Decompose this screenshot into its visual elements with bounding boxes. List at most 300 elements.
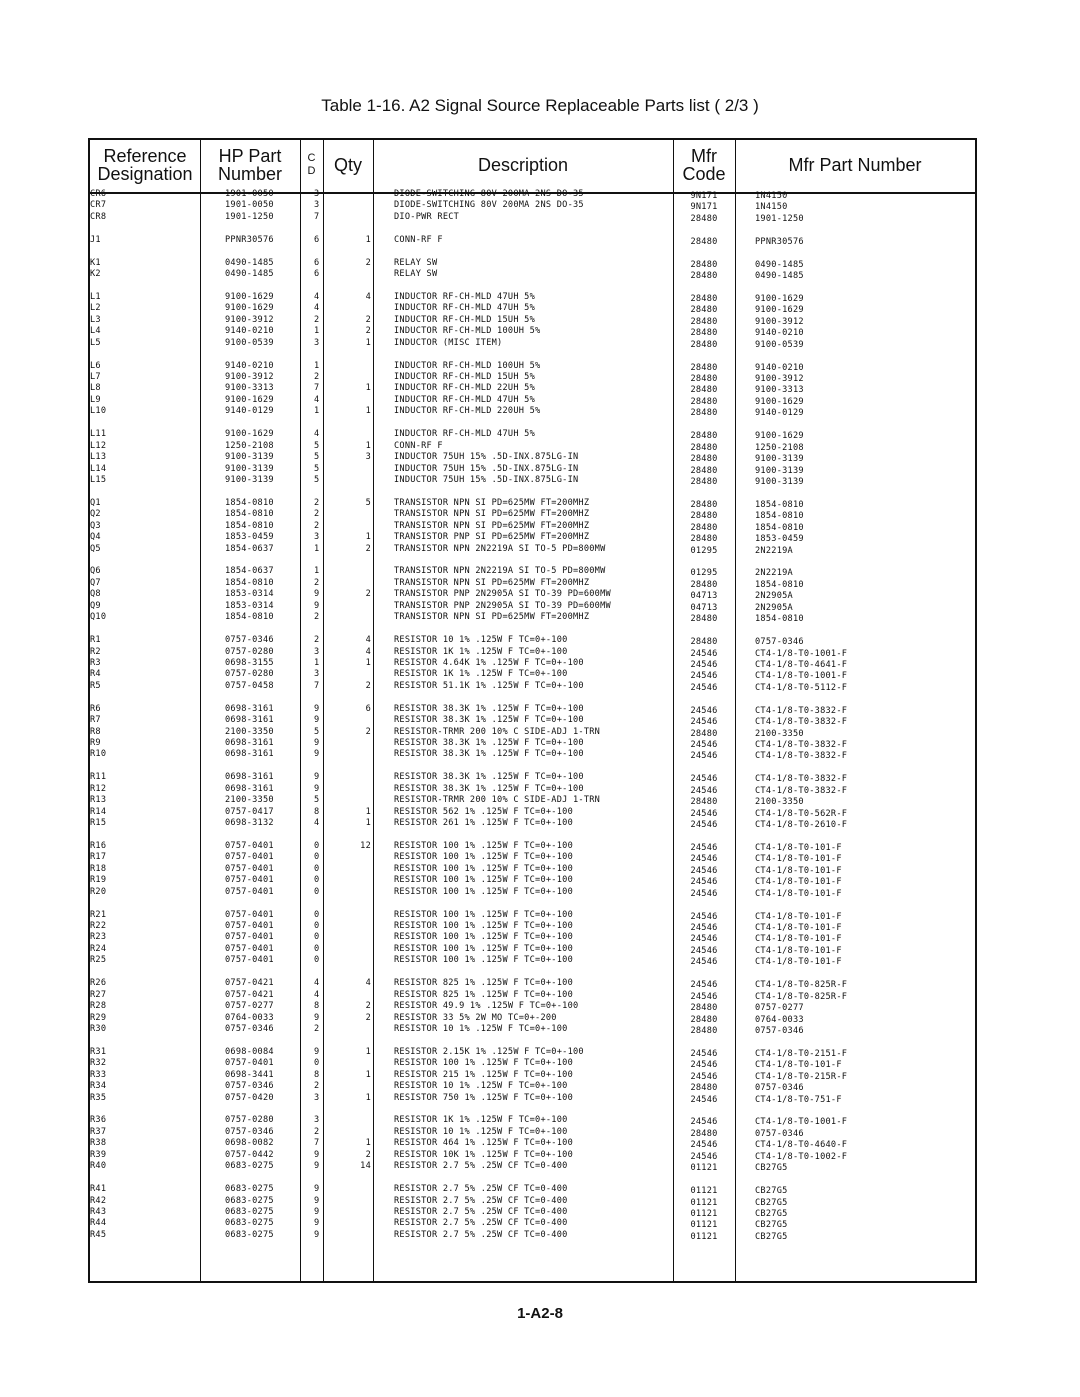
cell-hp-part: 2100-3350 <box>225 795 274 806</box>
group-spacer <box>323 1241 371 1252</box>
cell-qty <box>323 395 371 406</box>
cell-mfr-part: 9100-3912 <box>755 316 804 327</box>
cell-cd: 0 <box>314 852 320 863</box>
cell-description: INDUCTOR RF-CH-MLD 47UH 5% <box>394 291 536 302</box>
cell-mfr-part: CT4-1/8-T0-101-F <box>755 877 842 888</box>
cell-hp-part: 9100-1629 <box>225 303 274 314</box>
group-spacer <box>90 624 198 635</box>
cell-mfr-code: 24546 <box>690 911 718 922</box>
group-spacer <box>314 281 323 292</box>
group-spacer <box>755 763 975 774</box>
cell-mfr-code: 01121 <box>690 1231 718 1242</box>
cell-ref: R5 <box>90 680 101 691</box>
group-spacer <box>225 692 300 703</box>
cell-mfr-part: CT4-1/8-T0-1001-F <box>755 1117 848 1128</box>
cell-qty: 2 <box>365 589 371 600</box>
cell-mfr-code: 9N171 <box>690 191 718 201</box>
group-spacer <box>673 557 735 568</box>
cell-hp-part: 0757-0346 <box>225 1081 274 1092</box>
cell-cd: 4 <box>314 429 320 440</box>
cell-description: TRANSISTOR NPN SI PD=625MW FT=200MHZ <box>394 520 590 531</box>
cell-description: RELAY SW <box>394 257 438 268</box>
group-spacer <box>394 349 673 360</box>
cell-hp-part: 1901-0050 <box>225 200 274 211</box>
cell-cd: 2 <box>314 497 320 508</box>
cell-mfr-part: 9100-3313 <box>755 385 804 396</box>
cell-hp-part: 0698-3441 <box>225 1069 274 1080</box>
group-spacer <box>755 420 975 431</box>
cell-hp-part: 0757-0401 <box>225 921 274 931</box>
group-spacer <box>323 223 371 234</box>
cell-ref: R6 <box>90 703 101 714</box>
cell-ref: R41 <box>90 1184 107 1195</box>
cell-qty <box>323 715 371 726</box>
cell-description: RESISTOR-TRMR 200 10% C SIDE-ADJ 1-TRN <box>394 726 601 737</box>
cell-cd: 2 <box>314 612 320 623</box>
cell-hp-part: 0757-0401 <box>225 875 274 886</box>
cell-mfr-code: 28480 <box>690 728 718 739</box>
group-spacer <box>755 832 975 843</box>
cell-ref: R17 <box>90 852 107 863</box>
cell-hp-part: 0698-3161 <box>225 783 274 794</box>
cell-qty <box>323 566 371 577</box>
cell-mfr-code: 24546 <box>690 945 718 956</box>
cell-description: RESISTOR 10 1% .125W F TC=0+-100 <box>394 1126 568 1137</box>
group-spacer <box>755 626 975 637</box>
cell-mfr-code: 01121 <box>690 1208 718 1219</box>
header-ref-line2: Designation <box>97 164 193 184</box>
cell-mfr-code: 24546 <box>690 648 718 659</box>
cell-cd: 2 <box>314 1023 320 1034</box>
cell-mfr-code: 24546 <box>690 740 718 750</box>
cell-hp-part: 0757-0401 <box>225 932 274 943</box>
group-spacer <box>673 1175 735 1186</box>
cell-description: RESISTOR 100 1% .125W F TC=0+-100 <box>394 1058 573 1069</box>
cell-mfr-part: CT4-1/8-T0-101-F <box>755 1060 842 1071</box>
cell-description: TRANSISTOR PNP 2N2905A SI TO-39 PD=600MW <box>394 600 611 611</box>
cell-hp-part: 0698-3161 <box>225 715 274 726</box>
group-spacer <box>225 1173 300 1184</box>
cell-description: INDUCTOR RF-CH-MLD 15UH 5% <box>394 372 536 382</box>
cell-description: RESISTOR 100 1% .125W F TC=0+-100 <box>394 955 573 966</box>
group-spacer <box>755 1243 975 1254</box>
cell-qty: 2 <box>365 1149 371 1160</box>
cell-qty <box>323 303 371 314</box>
cell-ref: Q1 <box>90 497 101 508</box>
cell-mfr-part: CT4-1/8-T0-3832-F <box>755 717 848 728</box>
cell-description: RESISTOR 100 1% .125W F TC=0+-100 <box>394 863 573 874</box>
cell-description: RESISTOR 562 1% .125W F TC=0+-100 <box>394 806 573 817</box>
cell-mfr-part: 1854-0810 <box>755 499 804 510</box>
cell-mfr-part: CT4-1/8-T0-3832-F <box>755 774 848 785</box>
cell-qty: 14 <box>360 1161 371 1172</box>
group-spacer <box>394 246 673 257</box>
cell-description: INDUCTOR RF-CH-MLD 47UH 5% <box>394 429 536 440</box>
cell-hp-part: 0698-3161 <box>225 703 274 714</box>
cell-mfr-code: 28480 <box>690 442 718 453</box>
cell-cd: 9 <box>314 715 320 726</box>
group-spacer <box>673 351 735 362</box>
cell-mfr-part: CB27G5 <box>755 1220 788 1231</box>
group-spacer <box>225 246 300 257</box>
cell-cd: 8 <box>314 1069 320 1080</box>
cell-qty: 2 <box>365 726 371 737</box>
cell-mfr-part: CT4-1/8-T0-101-F <box>755 865 842 876</box>
cell-mfr-code: 28480 <box>690 316 718 327</box>
cell-ref: R13 <box>90 795 107 806</box>
column-divider <box>735 140 736 1281</box>
group-spacer <box>314 418 323 429</box>
cell-ref: R25 <box>90 955 107 966</box>
cell-qty <box>323 772 371 783</box>
cell-ref: Q6 <box>90 566 101 577</box>
cell-mfr-code: 28480 <box>690 236 718 247</box>
header-mfr-line1: Mfr <box>691 146 717 166</box>
cell-description: RESISTOR 100 1% .125W F TC=0+-100 <box>394 852 573 863</box>
group-spacer <box>314 223 323 234</box>
cell-mfr-part: 0764-0033 <box>755 1014 804 1025</box>
cell-qty: 1 <box>365 406 371 417</box>
cell-mfr-code: 24546 <box>690 705 718 716</box>
cell-qty <box>323 509 371 520</box>
cell-hp-part: 0698-0084 <box>225 1046 274 1057</box>
cell-hp-part: 0757-0280 <box>225 1115 274 1126</box>
cell-mfr-code: 24546 <box>690 659 718 670</box>
cell-mfr-part: CB27G5 <box>755 1197 788 1208</box>
cell-mfr-code: 24546 <box>690 934 718 945</box>
cell-ref: R24 <box>90 943 107 954</box>
cell-hp-part: 0757-0420 <box>225 1092 274 1103</box>
group-spacer <box>394 830 673 841</box>
cell-qty <box>323 784 371 795</box>
cell-ref: L1 <box>90 291 101 302</box>
group-spacer <box>90 1241 198 1252</box>
cell-mfr-part: CT4-1/8-T0-101-F <box>755 923 842 933</box>
cell-mfr-code: 24546 <box>690 1117 718 1128</box>
cell-cd: 5 <box>314 440 320 451</box>
group-spacer <box>673 626 735 637</box>
cell-hp-part: 1854-0637 <box>225 543 274 554</box>
group-spacer <box>323 967 371 978</box>
cell-ref: R20 <box>90 886 107 897</box>
cell-cd: 9 <box>314 600 320 611</box>
cell-mfr-part: CB27G5 <box>755 1163 788 1174</box>
group-spacer <box>323 246 371 257</box>
cell-ref: R23 <box>90 932 107 943</box>
cell-cd: 6 <box>314 257 320 268</box>
cell-ref: K2 <box>90 269 101 280</box>
cell-description: RESISTOR 100 1% .125W F TC=0+-100 <box>394 909 573 920</box>
cell-mfr-code: 28480 <box>690 362 718 373</box>
cell-ref: R34 <box>90 1081 107 1092</box>
group-spacer <box>225 281 300 292</box>
cell-qty: 2 <box>365 257 371 268</box>
cell-hp-part: 0757-0401 <box>225 955 274 966</box>
cell-description: TRANSISTOR NPN 2N2219A SI TO-5 PD=800MW <box>394 566 606 577</box>
cell-mfr-part: 9100-3139 <box>755 454 804 465</box>
cell-cd: 5 <box>314 463 320 474</box>
group-spacer <box>90 246 198 257</box>
header-reference-designation <box>90 140 200 190</box>
cell-description: RESISTOR 38.3K 1% .125W F TC=0+-100 <box>394 715 584 726</box>
cell-cd: 0 <box>314 886 320 897</box>
cell-mfr-code: 24546 <box>690 682 718 693</box>
cell-cd: 6 <box>314 234 320 245</box>
cell-cd: 2 <box>314 372 320 382</box>
cell-cd: 3 <box>314 532 320 543</box>
cell-qty: 3 <box>365 452 371 463</box>
cell-hp-part: 9100-1629 <box>225 394 274 405</box>
column-reference <box>90 189 198 1253</box>
group-spacer <box>225 223 300 234</box>
cell-qty <box>323 1058 371 1069</box>
cell-mfr-code: 28480 <box>690 534 718 545</box>
cell-mfr-code: 24546 <box>690 774 718 785</box>
cell-cd: 9 <box>314 1195 320 1206</box>
cell-qty: 1 <box>365 818 371 829</box>
cell-qty: 2 <box>365 1012 371 1023</box>
cell-hp-part: 0757-0277 <box>225 1001 274 1012</box>
cell-qty: 5 <box>365 497 371 508</box>
group-spacer <box>314 486 323 497</box>
cell-ref: R29 <box>90 1012 107 1023</box>
group-spacer <box>314 967 323 978</box>
cell-cd: 0 <box>314 921 320 931</box>
group-spacer <box>314 898 323 909</box>
cell-mfr-part: CT4-1/8-T0-4640-F <box>755 1140 848 1151</box>
cell-hp-part: 2100-3350 <box>225 726 274 737</box>
cell-hp-part: 1901-1250 <box>225 211 274 222</box>
group-spacer <box>323 624 371 635</box>
cell-hp-part: 0757-0401 <box>225 863 274 874</box>
cell-qty <box>323 1127 371 1138</box>
cell-cd: 8 <box>314 806 320 817</box>
header-mfr-code <box>673 140 735 190</box>
cell-mfr-code: 28480 <box>690 396 718 407</box>
cell-hp-part: 0698-0082 <box>225 1138 274 1149</box>
cell-mfr-code: 24546 <box>690 1151 718 1162</box>
cell-mfr-part: 9100-3912 <box>755 374 804 384</box>
cell-hp-part: 9100-3313 <box>225 383 274 394</box>
group-spacer <box>323 761 371 772</box>
cell-mfr-part: CT4-1/8-T0-2610-F <box>755 820 848 831</box>
cell-qty: 1 <box>365 337 371 348</box>
cell-qty: 2 <box>365 314 371 325</box>
cell-qty <box>323 1207 371 1218</box>
cell-qty <box>323 1184 371 1195</box>
cell-qty: 6 <box>365 703 371 714</box>
cell-mfr-code: 24546 <box>690 980 718 991</box>
cell-mfr-code: 24546 <box>690 888 718 899</box>
cell-ref: R10 <box>90 749 107 760</box>
group-spacer <box>755 557 975 568</box>
cell-cd: 9 <box>314 1229 320 1240</box>
cell-hp-part: 9100-3139 <box>225 463 274 474</box>
cell-cd: 5 <box>314 726 320 737</box>
group-spacer <box>673 900 735 911</box>
cell-qty <box>323 944 371 955</box>
cell-mfr-part: CT4-1/8-T0-101-F <box>755 854 842 865</box>
cell-ref: L8 <box>90 383 101 394</box>
cell-cd: 9 <box>314 1046 320 1057</box>
cell-ref: L7 <box>90 372 101 382</box>
cell-mfr-part: CT4-1/8-T0-101-F <box>755 945 842 956</box>
cell-mfr-code: 28480 <box>690 213 718 224</box>
cell-cd: 1 <box>314 406 320 417</box>
cell-description: RESISTOR 4.64K 1% .125W F TC=0+-100 <box>394 657 584 668</box>
cell-ref: Q2 <box>90 509 101 520</box>
group-spacer <box>755 351 975 362</box>
cell-qty <box>323 521 371 532</box>
cell-mfr-code: 24546 <box>690 1094 718 1105</box>
cell-mfr-part: CT4-1/8-T0-562R-F <box>755 808 848 819</box>
cell-description: RESISTOR 261 1% .125W F TC=0+-100 <box>394 818 573 829</box>
group-spacer <box>673 420 735 431</box>
cell-mfr-code: 24546 <box>690 865 718 876</box>
group-spacer <box>225 830 300 841</box>
cell-mfr-part: CT4-1/8-T0-1001-F <box>755 671 848 682</box>
cell-mfr-part: CT4-1/8-T0-2151-F <box>755 1048 848 1059</box>
cell-mfr-part: 2N2219A <box>755 568 793 579</box>
cell-qty <box>323 429 371 440</box>
cell-mfr-code: 24546 <box>690 854 718 865</box>
cell-hp-part: 1901-0050 <box>225 189 274 199</box>
cell-description: RESISTOR 100 1% .125W F TC=0+-100 <box>394 886 573 897</box>
cell-ref: L13 <box>90 452 107 463</box>
cell-ref: Q4 <box>90 532 101 543</box>
cell-hp-part: 0490-1485 <box>225 269 274 280</box>
group-spacer <box>225 624 300 635</box>
cell-ref: R28 <box>90 1001 107 1012</box>
cell-ref: R44 <box>90 1218 107 1229</box>
cell-cd: 7 <box>314 211 320 222</box>
cell-description: TRANSISTOR NPN 2N2219A SI TO-5 PD=800MW <box>394 543 606 554</box>
cell-mfr-part: 1853-0459 <box>755 534 804 545</box>
cell-ref: R36 <box>90 1115 107 1126</box>
group-spacer <box>394 1241 673 1252</box>
cell-description: RESISTOR 38.3K 1% .125W F TC=0+-100 <box>394 749 584 760</box>
cell-description: RESISTOR 33 5% 2W MO TC=0+-200 <box>394 1012 557 1023</box>
cell-ref: Q5 <box>90 543 101 554</box>
cell-mfr-code: 28480 <box>690 1128 718 1139</box>
cell-hp-part: 0757-0417 <box>225 806 274 817</box>
column-divider <box>300 140 301 1281</box>
cell-ref: R15 <box>90 818 107 829</box>
cell-mfr-part: 9140-0210 <box>755 362 804 373</box>
group-spacer <box>394 486 673 497</box>
cell-mfr-part: 9100-1629 <box>755 293 804 304</box>
cell-mfr-code: 01121 <box>690 1163 718 1174</box>
group-spacer <box>755 694 975 705</box>
cell-ref: R12 <box>90 783 107 794</box>
cell-hp-part: 0757-0346 <box>225 1126 274 1137</box>
cell-hp-part: 9140-0210 <box>225 360 274 371</box>
cell-mfr-part: 9100-1629 <box>755 305 804 316</box>
cell-qty <box>323 1196 371 1207</box>
cell-hp-part: 0757-0401 <box>225 943 274 954</box>
cell-cd: 9 <box>314 1218 320 1229</box>
cell-ref: L11 <box>90 429 107 440</box>
group-spacer <box>225 418 300 429</box>
cell-qty: 1 <box>365 383 371 394</box>
cell-description: RESISTOR 100 1% .125W F TC=0+-100 <box>394 932 573 943</box>
cell-description: TRANSISTOR PNP SI PD=625MW FT=200MHZ <box>394 532 590 543</box>
cell-mfr-code: 28480 <box>690 614 718 625</box>
cell-ref: Q7 <box>90 577 101 588</box>
cell-cd: 6 <box>314 269 320 280</box>
cell-cd: 0 <box>314 943 320 954</box>
cell-qty: 1 <box>365 806 371 817</box>
cell-cd: 4 <box>314 989 320 1000</box>
cell-qty: 1 <box>365 1138 371 1149</box>
group-spacer <box>323 349 371 360</box>
cell-mfr-code: 9N171 <box>690 202 718 213</box>
header-description: Description <box>477 155 569 175</box>
cell-mfr-code: 28480 <box>690 1083 718 1094</box>
cell-mfr-part: 0490-1485 <box>755 271 804 282</box>
cell-hp-part: 0683-0275 <box>225 1161 274 1172</box>
cell-description: RESISTOR-TRMR 200 10% C SIDE-ADJ 1-TRN <box>394 795 601 806</box>
cell-cd: 3 <box>314 1092 320 1103</box>
cell-description: RESISTOR 1K 1% .125W F TC=0+-100 <box>394 1115 568 1126</box>
cell-mfr-part: PPNR30576 <box>755 236 804 247</box>
cell-cd: 4 <box>314 303 320 314</box>
group-spacer <box>323 1035 371 1046</box>
cell-description: INDUCTOR RF-CH-MLD 220UH 5% <box>394 406 541 417</box>
cell-ref: R38 <box>90 1138 107 1149</box>
group-spacer <box>673 248 735 259</box>
group-spacer <box>225 555 300 566</box>
group-spacer <box>314 349 323 360</box>
cell-mfr-part: CT4-1/8-T0-215R-F <box>755 1071 848 1082</box>
cell-cd: 3 <box>314 1115 320 1126</box>
cell-qty <box>323 990 371 1001</box>
cell-mfr-code: 01121 <box>690 1197 718 1208</box>
cell-description: CONN-RF F <box>394 440 443 451</box>
cell-cd: 0 <box>314 955 320 966</box>
group-spacer <box>755 969 975 980</box>
group-spacer <box>314 1173 323 1184</box>
group-spacer <box>90 898 198 909</box>
cell-ref: R37 <box>90 1126 107 1137</box>
cell-cd: 5 <box>314 452 320 463</box>
cell-hp-part: 0757-0401 <box>225 852 274 863</box>
cell-hp-part: 9100-3912 <box>225 314 274 325</box>
header-ref-line1: Reference <box>103 146 187 166</box>
cell-cd: 9 <box>314 1184 320 1195</box>
group-spacer <box>323 692 371 703</box>
cell-ref: R35 <box>90 1092 107 1103</box>
cell-cd: 5 <box>314 795 320 806</box>
cell-ref: R7 <box>90 715 101 726</box>
cell-ref: R27 <box>90 989 107 1000</box>
cell-hp-part: 1853-0459 <box>225 532 274 543</box>
cell-cd: 0 <box>314 932 320 943</box>
cell-mfr-code: 28480 <box>690 271 718 282</box>
cell-mfr-part: 2N2905A <box>755 591 793 602</box>
cell-qty <box>323 749 371 760</box>
cell-mfr-part: 1854-0810 <box>755 614 804 625</box>
cell-cd: 9 <box>314 783 320 794</box>
cell-description: RESISTOR 2.7 5% .25W CF TC=0-400 <box>394 1195 568 1206</box>
cell-description: RESISTOR 51.1K 1% .125W F TC=0+-100 <box>394 680 584 691</box>
cell-mfr-code: 01121 <box>690 1220 718 1231</box>
cell-mfr-code: 28480 <box>690 476 718 487</box>
cell-mfr-code: 28480 <box>690 579 718 590</box>
cell-hp-part: 0698-3155 <box>225 657 274 668</box>
cell-description: RESISTOR 38.3K 1% .125W F TC=0+-100 <box>394 783 584 794</box>
cell-qty <box>323 738 371 749</box>
